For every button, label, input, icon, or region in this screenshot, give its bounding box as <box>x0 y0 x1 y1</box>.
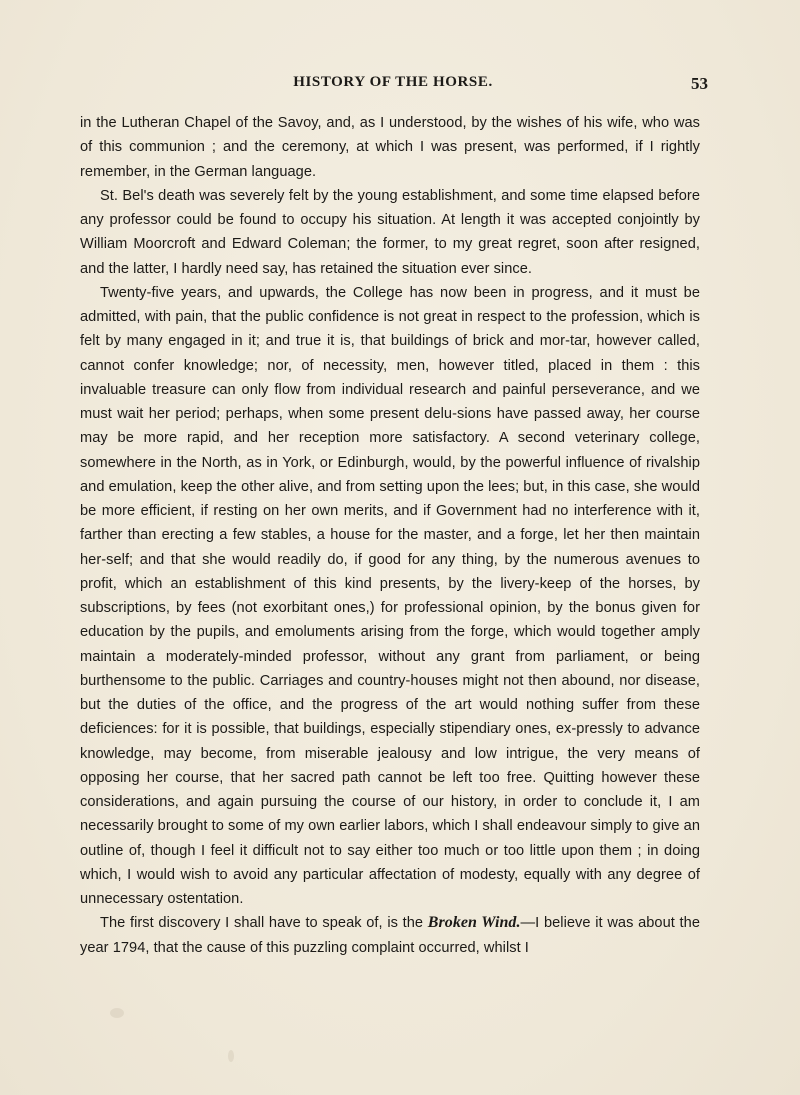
broken-wind-emphasis: Broken Wind. <box>427 914 521 932</box>
page-number: 53 <box>691 74 708 93</box>
paragraph-3: Twenty-five years, and upwards, the College has now been in progress, and it must be admitted, with pain, that the public confidence is not great in respect to the profession, which is felt by many engaged in it; and true it is, that buildings of brick and mor-tar, however called, cannot confer knowledge; nor, of necessity, men, however titled, placed in them : this invaluable treasure can only flow from individual research and painful perseverance, and we must wait her period; perhaps, when some present delu-sions have passed away, her course may be more rapid, and her reception more satisfactory. A second veterinary college, somewhere in the North, as in York, or Edinburgh, would, by the powerful influence of rivalship and emulation, keep the other alive, and from setting upon the lees; but, in this case, she would be more efficient, if resting on her own merits, and if Government had no interference with it, farther than erecting a few stables, a house for the master, and a forge, let her then maintain her-self; and that she would readily do, if good for any thing, by the numerous avenues to profit, which an establishment of this kind presents, by the livery-keep of the horses, by subscriptions, by fees (not exorbitant ones,) for professional opinion, by the bonus given for education by the pupils, and emoluments arising from the forge, which would together amply maintain a moderately-minded professor, without any grant from parliament, or being burthensome to the public. Carriages and country-houses might not then abound, nor disease, but the duties of the office, and the progress of the art would nothing suffer from these deficiences: for it is possible, that buildings, especially stipendiary ones, ex-pressly to advance knowledge, may become, from miserable jealousy and low intrigue, the very means of opposing her course, that her sacred path cannot be left too free. Quitting however these considerations, and again pursuing the course of our history, in order to conclude it, I am necessarily brought to some of my own earlier labors, which I shall endeavour simply to give an outline of, though I feel it difficult not to say either too much or too little upon them ; in doing which, I would wish to avoid any particular affectation of modesty, equally with any degree of unnecessary ostentation. <box>80 284 700 907</box>
running-head: HISTORY OF THE HORSE. <box>293 74 493 90</box>
paragraph-4 <box>80 911 700 960</box>
paper-stain <box>228 1050 234 1062</box>
paper-stain <box>110 1008 124 1018</box>
paragraph-1: in the Lutheran Chapel of the Savoy, and, as I understood, by the wishes of his wife, who was of this communion ; and the ceremony, at which I was present, was performed, if I rightly remember, in the German language. <box>80 115 700 180</box>
paragraph-4-before: The first discovery I shall have to speak of, is the <box>100 915 428 932</box>
paragraph-2: St. Bel's death was severely felt by the young establishment, and some time elapsed before any professor could be found to occupy his situation. At length it was accepted conjointly by William Moorcroft and Edward Coleman; the former, to my great regret, soon after resigned, and the latter, I hardly need say, has retained the situation ever since. <box>80 187 700 277</box>
paragraph-4-after: —I believe it was about the year 1794, that the cause of this puzzling complaint occurred, whilst I <box>80 915 700 956</box>
body-text <box>80 111 700 960</box>
page-header <box>80 74 706 98</box>
